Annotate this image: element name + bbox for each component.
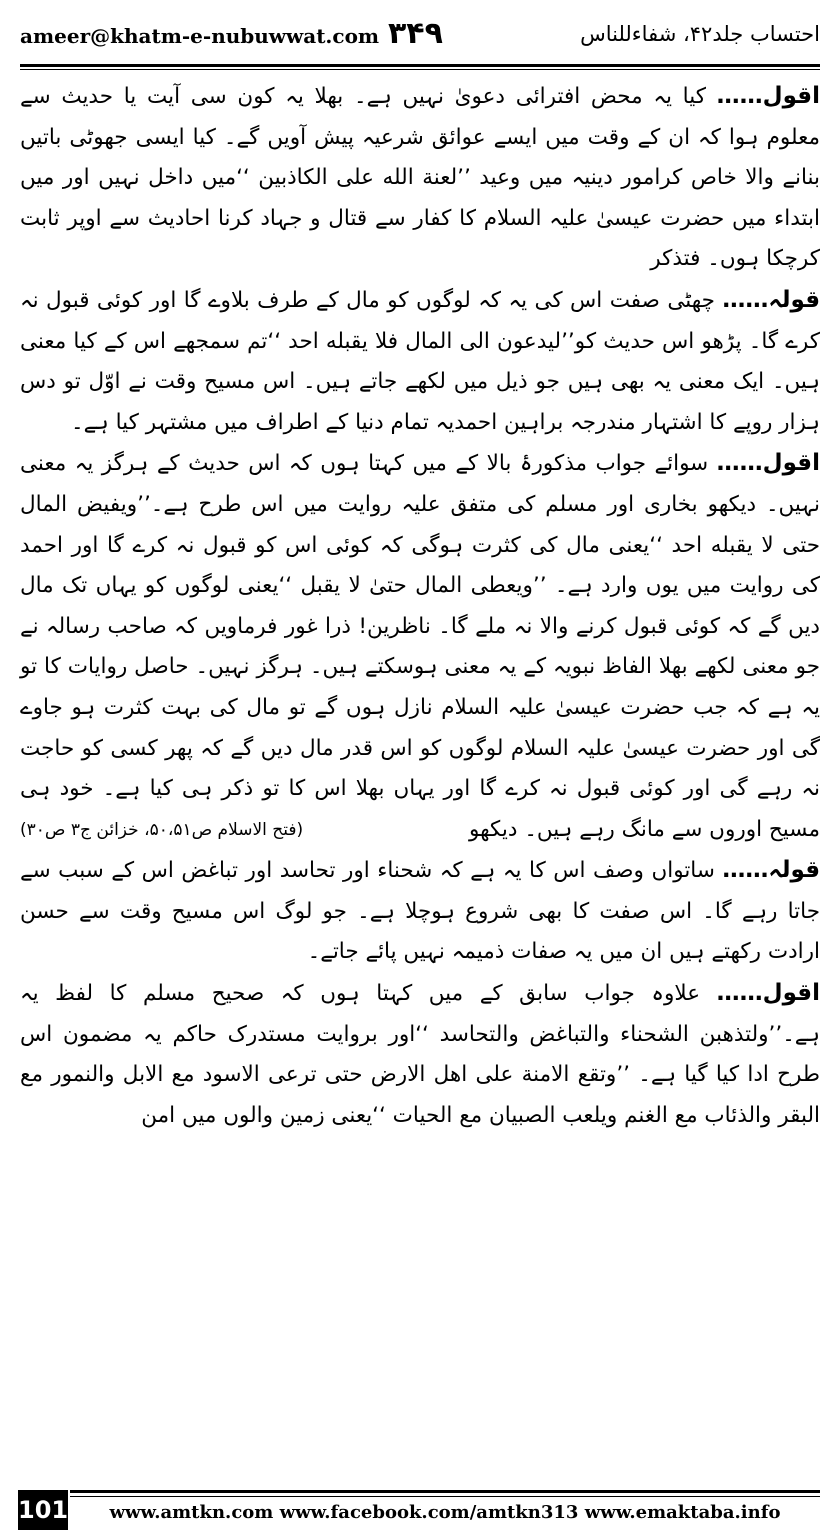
- footer-rule-thin: [70, 1496, 820, 1497]
- footer-page-number: 101: [18, 1490, 68, 1530]
- citation: (فتح الاسلام ص۵۰،۵۱، خزائن ج۳ ص۳۰): [20, 819, 304, 840]
- running-title: احتساب جلد۴۲، شفاءللناس: [580, 22, 820, 46]
- paragraph-label: اقول……: [716, 980, 820, 1007]
- paragraph-text: سوائے جواب مذکورۂ بالا کے میں کہتا ہوں کہ اس حدیث کے ہرگز یہ معنی نہیں۔ دیکھو بخاری اور مسلم کی متفق علیہ روایت میں اس طرح ہے۔’’ويفيض المال حتى لا يقبله احد ‘‘یعنی مال کی کثرت ہوگی کہ کوئی اس کو قبول نہ کرے گا اور احمد کی روایت میں یوں وارد ہے۔ ’’ويعطى المال حتىٰ لا يقبل ‘‘یعنی لوگوں کو یہاں تک مال دیں گے کہ کوئی قبول کرنے والا نہ ملے گا۔ ناظرین! ذرا غور فرماویں کہ صاحب رسالہ نے جو معنی لکھے بھلا الفاظ نبویہ کے یہ معنی ہوسکتے ہیں۔ ہرگز نہیں۔ حاصل روایات کا تو یہ ہے کہ جب حضرت عیسیٰ علیہ السلام نازل ہوں گے تو مال کی بہت کثرت ہو جاوے گی اور حضرت عیسیٰ علیہ السلام لوگوں کو اس قدر مال دیں گے کہ پھر کسی کو حاجت نہ رہے گی اور کوئی قبول نہ کرے گا اور یہاں بھلا اس کا تو ذکر ہی کیا ہے۔ خود ہی مسیح اوروں سے مانگ رہے ہیں۔ دیکھو: [20, 451, 820, 842]
- header-rule-thin: [20, 69, 820, 70]
- paragraph-4: [20, 850, 820, 973]
- paragraph-3: [20, 443, 820, 850]
- header-rule: [20, 64, 820, 67]
- paragraph-label: قولہ……: [722, 857, 820, 884]
- paragraph-label: اقول……: [716, 83, 820, 109]
- paragraph-5: [20, 973, 820, 1136]
- paragraph-label: قولہ……: [722, 286, 821, 313]
- page-header: [0, 0, 840, 74]
- paragraph-text: کیا یہ محض افترائی دعویٰ نہیں ہے۔ بھلا یہ کون سی آیت یا حدیث سے معلوم ہوا کہ ان کے وقت میں ایسے عوائق شرعیہ پیش آویں گے۔ کیا ایسی جھوٹی باتیں بنانے والا خاص کرامور دینیہ میں وعید ’’لعنة الله على الكاذبين ‘‘میں داخل نہیں اور میں ابتداء میں حضرت عیسیٰ علیہ السلام کا کفار سے قتال و جہاد کرنا احادیث سے اوپر ثابت کرچکا ہوں۔ فتذکر: [20, 84, 820, 272]
- footer-urls: www.amtkn.com www.facebook.com/amtkn313 www.emaktaba.info: [109, 1502, 781, 1523]
- paragraph-text: ساتواں وصف اس کا یہ ہے کہ شحناء اور تحاسد اور تباغض اس کے سبب سے جاتا رہے گا۔ اس صفت کا بھی شروع ہوچلا ہے۔ جو لوگ اس مسیح وقت سے حسن ارادت رکھتے ہیں ان میں یہ صفات ذمیمہ نہیں پائے جاتے۔: [20, 858, 820, 965]
- paragraph-text: علاوہ جواب سابق کے میں کہتا ہوں کہ صحیح مسلم کا لفظ یہ ہے۔’’ولتذهبن الشحناء والتباغض والتحاسد ‘‘اور بروایت مستدرک حاکم یہ مضمون اس طرح ادا کیا گیا ہے۔ ’’وتقع الامنة على اهل الارض حتى ترعى الاسود مع الابل والنمور مع البقر والذئاب مع الغنم ويلعب الصبيان مع الحيات ‘‘یعنی زمین والوں میں امن: [20, 981, 820, 1128]
- page-footer: [0, 1490, 840, 1540]
- header-email: ameer@khatm-e-nubuwwat.com: [20, 24, 380, 48]
- header-page-number: ۳۴۹: [388, 16, 443, 51]
- paragraph-2: [20, 280, 820, 443]
- page-body: [20, 76, 820, 1484]
- paragraph-text: چھٹی صفت اس کی یہ کہ لوگوں کو مال کے طرف بلاوے گا اور کوئی قبول نہ کرے گا۔ پڑھو اس حدیث کو’’ليدعون الى المال فلا يقبله احد ‘‘تم سمجھے اس کے کیا معنی ہیں۔ ایک معنی یہ بھی ہیں جو ذیل میں لکھے جاتے ہیں۔ اس مسیح وقت نے اوّل تو دس ہزار روپے کا اشتہار مندرجہ براہین احمدیہ تمام دنیا کے اطراف میں مشتہر کیا ہے۔: [20, 287, 820, 435]
- paragraph-label: اقول……: [716, 450, 820, 477]
- paragraph-1: [20, 76, 820, 280]
- footer-rule: [70, 1490, 820, 1493]
